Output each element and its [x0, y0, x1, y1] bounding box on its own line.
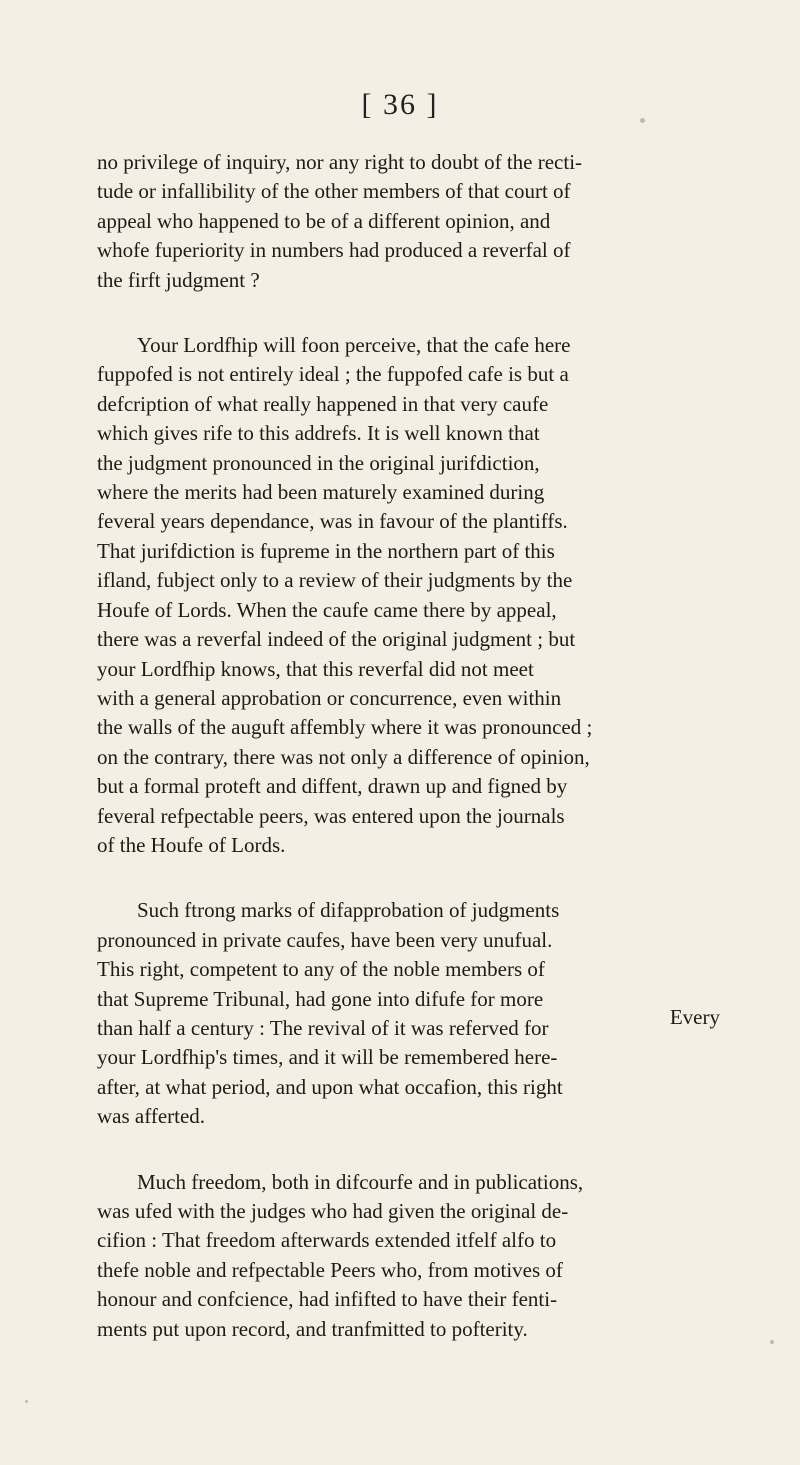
- body-text: [97, 148, 723, 1380]
- text-line: ifland, fubject only to a review of their judgments by the: [97, 568, 573, 593]
- text-line: no privilege of inquiry, nor any right to doubt of the recti-: [97, 150, 583, 174]
- text-line: Your Lordfhip will foon perceive, that the cafe here: [137, 333, 571, 358]
- text-line: Such ftrong marks of difapprobation of judgments: [137, 898, 560, 923]
- text-line: thefe noble and refpectable Peers who, from motives of: [97, 1257, 563, 1282]
- text-line: was afferted.: [97, 1104, 206, 1129]
- paragraph-3: [97, 896, 723, 1131]
- text-line: the judgment pronounced in the original jurifdiction,: [97, 450, 540, 475]
- paper-speck: [25, 1400, 28, 1403]
- text-line: after, at what period, and upon what occafion, this right: [97, 1074, 563, 1099]
- text-line: there was a reverfal indeed of the original judgment ; but: [97, 627, 576, 652]
- text-line: Much freedom, both in difcourfe and in publications,: [137, 1169, 584, 1194]
- text-line: which gives rife to this addrefs. It is well known that: [97, 421, 540, 446]
- text-line: that Supreme Tribunal, had gone into difufe for more: [97, 986, 544, 1011]
- paper-speck: [640, 118, 645, 123]
- text-line: ments put upon record, and tranfmitted to pofterity.: [97, 1316, 528, 1341]
- text-line: honour and confcience, had infifted to have their fenti-: [97, 1287, 558, 1312]
- text-line: your Lordfhip knows, that this reverfal did not meet: [97, 656, 534, 681]
- text-line: whofe fuperiority in numbers had produced a reverfal of: [97, 238, 571, 263]
- text-line: on the contrary, there was not only a difference of opinion,: [97, 744, 590, 769]
- text-line: defcription of what really happened in that very caufe: [97, 391, 549, 416]
- text-line: pronounced in private caufes, have been very unufual.: [97, 927, 553, 952]
- text-line: of the Houfe of Lords.: [97, 832, 286, 857]
- text-line: appeal who happened to be of a different opinion, and: [97, 208, 551, 233]
- text-line: the firft judgment ?: [97, 267, 260, 292]
- text-line: fuppofed is not entirely ideal ; the fuppofed cafe is but a: [97, 362, 569, 387]
- paragraph-2: [97, 331, 723, 860]
- text-line: Houfe of Lords. When the caufe came there by appeal,: [97, 597, 557, 622]
- text-line: your Lordfhip's times, and it will be remembered here-: [97, 1045, 558, 1070]
- text-line: where the merits had been maturely examined during: [97, 480, 545, 505]
- text-line: feveral years dependance, was in favour of the plantiffs.: [97, 509, 568, 534]
- paper-speck: [770, 1340, 774, 1344]
- text-line: cifion : That freedom afterwards extended itfelf alfo to: [97, 1228, 557, 1253]
- text-line: was ufed with the judges who had given the original de-: [97, 1199, 569, 1223]
- text-line: That jurifdiction is fupreme in the northern part of this: [97, 538, 555, 563]
- text-line: but a formal proteft and diffent, drawn up and figned by: [97, 774, 568, 799]
- text-line: This right, competent to any of the noble members of: [97, 957, 545, 982]
- text-line: than half a century : The revival of it was referved for: [97, 1015, 549, 1040]
- text-line: with a general approbation or concurrence, even within: [97, 685, 562, 710]
- text-line: the walls of the auguft affembly where it was pronounced ;: [97, 715, 593, 740]
- catchword: Every: [669, 1005, 720, 1029]
- text-line: tude or infallibility of the other members of that court of: [97, 179, 571, 204]
- paragraph-4: [97, 1168, 723, 1344]
- text-line: feveral refpectable peers, was entered upon the journals: [97, 803, 565, 828]
- page-number: [ 36 ]: [361, 88, 439, 121]
- paragraph-1: [97, 148, 723, 295]
